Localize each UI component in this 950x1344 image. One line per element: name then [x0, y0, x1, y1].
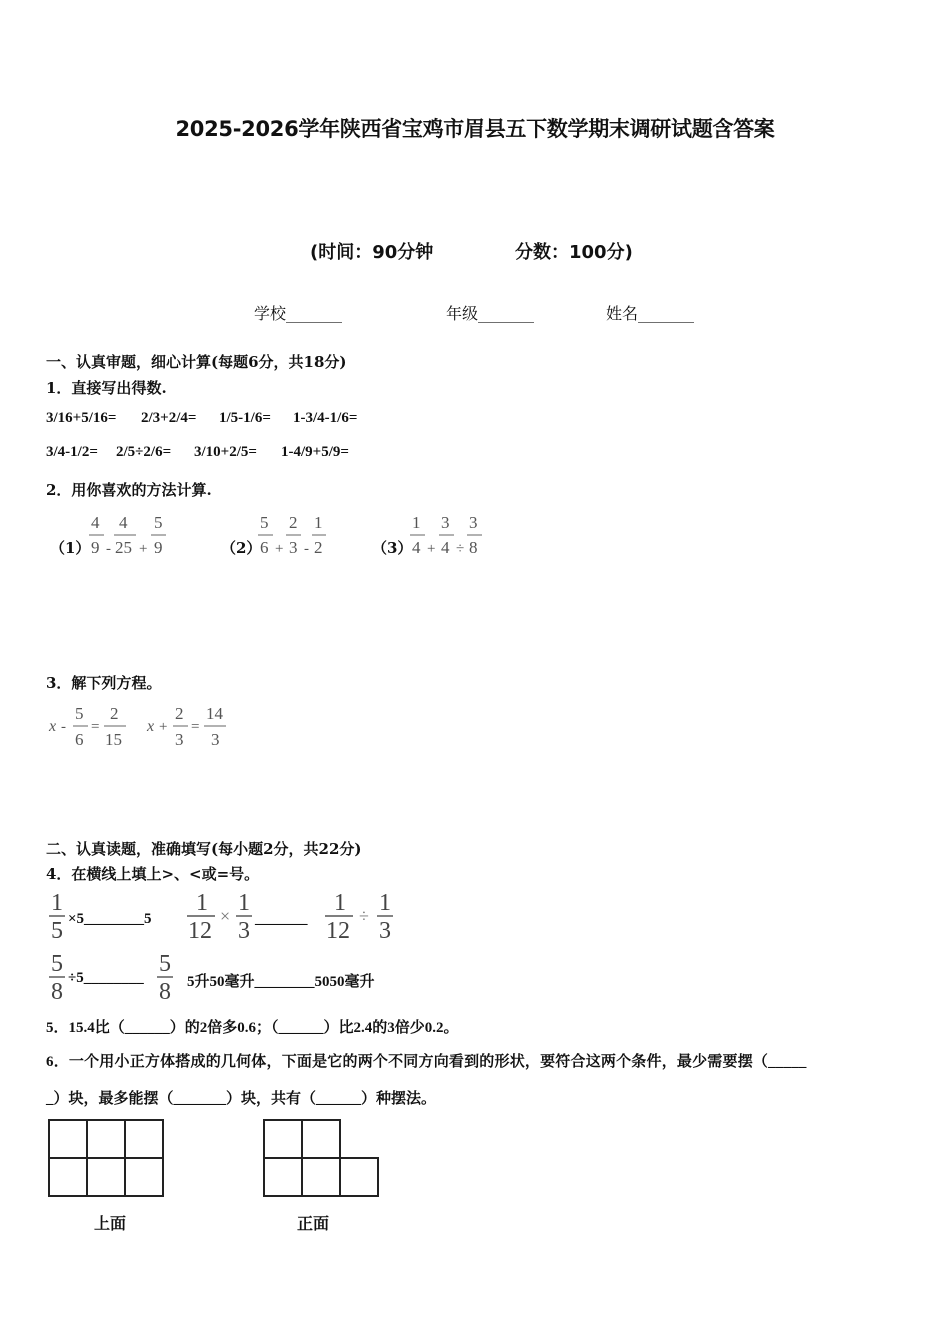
q2-3-d1: 4 [412, 538, 421, 557]
q3-eq2-a-num: 2 [175, 704, 184, 723]
q2-1-op2: + [139, 541, 148, 557]
q1-r1-c1: 3/16+5/16= [46, 410, 117, 426]
q1-label: 1．直接写出得数. [46, 379, 167, 397]
front-view-cell [339, 1157, 379, 1197]
q4-r1-expr-b [184, 888, 256, 942]
q2-2-d3: 2 [314, 538, 323, 557]
q2-2-n2: 2 [289, 513, 298, 532]
q2-item1-tag: （1） [50, 539, 91, 557]
q2-item2-tag: （2） [221, 539, 262, 557]
front-view-cell [301, 1119, 341, 1159]
q4-r1c-op: ÷ [359, 906, 369, 926]
front-view-cell [263, 1157, 303, 1197]
q6-line1: 6．一个用小正方体搭成的几何体，下面是它的两个不同方向看到的形状，要符合这两个条件，最少需要摆（_____ [46, 1054, 807, 1070]
q1-r2-c3: 3/10+2/5= [194, 444, 257, 460]
q4-r1-expr-c [322, 888, 394, 942]
top-view-cell [124, 1157, 164, 1197]
front-view-caption: 正面 [297, 1214, 330, 1233]
q3-eq1-op: - [61, 719, 66, 735]
q3-eq1-eq: = [91, 719, 100, 735]
q3-eq2-var: x [147, 718, 155, 735]
q5-text: 5．15.4比（______）的2倍多0.6；（______）比2.4的3倍少0.2。 [46, 1020, 459, 1036]
q2-item3-expression [408, 508, 493, 560]
q3-eq1-b-num: 2 [110, 704, 119, 723]
q3-eq1-b-den: 15 [105, 730, 122, 749]
name-field[interactable]: 姓名_______ [606, 304, 695, 323]
q4-r1b-d1: 12 [188, 918, 212, 942]
q1-r2-c1: 3/4-1/2= [46, 444, 98, 460]
top-view-figure [48, 1119, 165, 1197]
q2-3-n1: 1 [412, 513, 421, 532]
q4-r1c-n1: 1 [334, 890, 346, 916]
q2-2-n1: 5 [260, 513, 269, 532]
q3-eq2-a-den: 3 [175, 730, 184, 749]
top-view-cell [124, 1119, 164, 1159]
q4-r2b-text: 5升50毫升________5050毫升 [187, 974, 375, 990]
q2-3-n3: 3 [469, 513, 478, 532]
q4-r1c-d2: 3 [379, 918, 391, 942]
q2-2-d2: 3 [289, 538, 298, 557]
q1-r1-c3: 1/5-1/6= [219, 410, 271, 426]
q4-r1-frac-a [46, 888, 68, 942]
section2-heading: 二、认真读题，准确填写(每小题2分，共22分) [46, 840, 362, 858]
q4-r1b-n1: 1 [196, 890, 208, 916]
q2-item2-expression [256, 508, 336, 560]
q3-eq2-op: + [159, 719, 168, 735]
top-view-cell [86, 1157, 126, 1197]
top-view-caption: 上面 [94, 1214, 127, 1233]
q2-3-op2: ÷ [456, 541, 465, 557]
q1-r1-c4: 1-3/4-1/6= [293, 410, 358, 426]
q2-2-op2: - [304, 541, 309, 557]
q2-item1-expression [86, 508, 176, 560]
q4-r2b-num: 5 [159, 951, 171, 977]
q1-r2-c4: 1-4/9+5/9= [281, 444, 349, 460]
time-label: (时间：90分钟 [310, 242, 434, 263]
q2-3-n2: 3 [441, 513, 450, 532]
q4-r1b-op: × [220, 906, 231, 926]
front-view-cell [263, 1119, 303, 1159]
q2-1-d3: 9 [154, 538, 163, 557]
q4-r1c-n2: 1 [379, 890, 391, 916]
q4-r1a-text: ×5________5 [68, 911, 152, 927]
q3-eq2-b-den: 3 [211, 730, 220, 749]
top-view-cell [86, 1119, 126, 1159]
q4-r1c-d1: 12 [326, 918, 350, 942]
grade-field[interactable]: 年级_______ [446, 304, 535, 323]
q4-r2a-num: 5 [51, 951, 63, 977]
front-view-figure [263, 1119, 381, 1197]
q3-equations [46, 700, 246, 755]
q2-2-n3: 1 [314, 513, 323, 532]
q4-r1b-n2: 1 [238, 890, 250, 916]
q2-1-n1: 4 [91, 513, 100, 532]
q4-r1b-blank[interactable]: _______ [255, 911, 308, 927]
q4-label: 4．在横线上填上>、<或=号。 [46, 865, 260, 883]
q3-eq1-a-den: 6 [75, 730, 84, 749]
top-view-cell [48, 1119, 88, 1159]
q3-label: 3．解下列方程。 [46, 674, 162, 692]
q2-1-d1: 9 [91, 538, 100, 557]
q4-r2-frac-b [154, 949, 176, 1003]
score-label: 分数：100分) [515, 242, 633, 263]
q6-line2: _）块，最多能摆（_______）块，共有（______）种摆法。 [46, 1091, 437, 1107]
q1-r2-c2: 2/5÷2/6= [116, 444, 172, 460]
q2-1-n3: 5 [154, 513, 163, 532]
q1-r1-c2: 2/3+2/4= [141, 410, 197, 426]
q2-3-d2: 4 [441, 538, 450, 557]
q2-1-op1: - [106, 541, 111, 557]
q4-r2b-den: 8 [159, 979, 171, 1003]
q2-3-op1: + [427, 541, 436, 557]
q3-eq1-var: x [49, 718, 57, 735]
q4-r2a-den: 8 [51, 979, 63, 1003]
q2-2-op1: + [275, 541, 284, 557]
q3-eq1-a-num: 5 [75, 704, 84, 723]
q4-r2-frac-a [46, 949, 68, 1003]
q2-2-d1: 6 [260, 538, 269, 557]
q2-label: 2．用你喜欢的方法计算. [46, 481, 212, 499]
front-view-cell [301, 1157, 341, 1197]
q3-eq2-b-num: 14 [206, 704, 223, 723]
page-title: 2025-2026学年陕西省宝鸡市眉县五下数学期末调研试题含答案 [175, 117, 775, 141]
section1-heading: 一、认真审题，细心计算(每题6分，共18分) [46, 353, 347, 371]
q2-1-d2: 25 [115, 538, 132, 557]
q4-r1a-den: 5 [51, 918, 63, 942]
q2-item3-tag: （3） [372, 539, 413, 557]
school-field[interactable]: 学校_______ [254, 304, 343, 323]
q4-r1a-num: 1 [51, 890, 63, 916]
q2-1-n2: 4 [119, 513, 128, 532]
q2-3-d3: 8 [469, 538, 478, 557]
q3-eq2-eq: = [191, 719, 200, 735]
q4-r1b-d2: 3 [238, 918, 250, 942]
q4-r2a-text: ÷5________ [68, 970, 144, 986]
top-view-cell [48, 1157, 88, 1197]
